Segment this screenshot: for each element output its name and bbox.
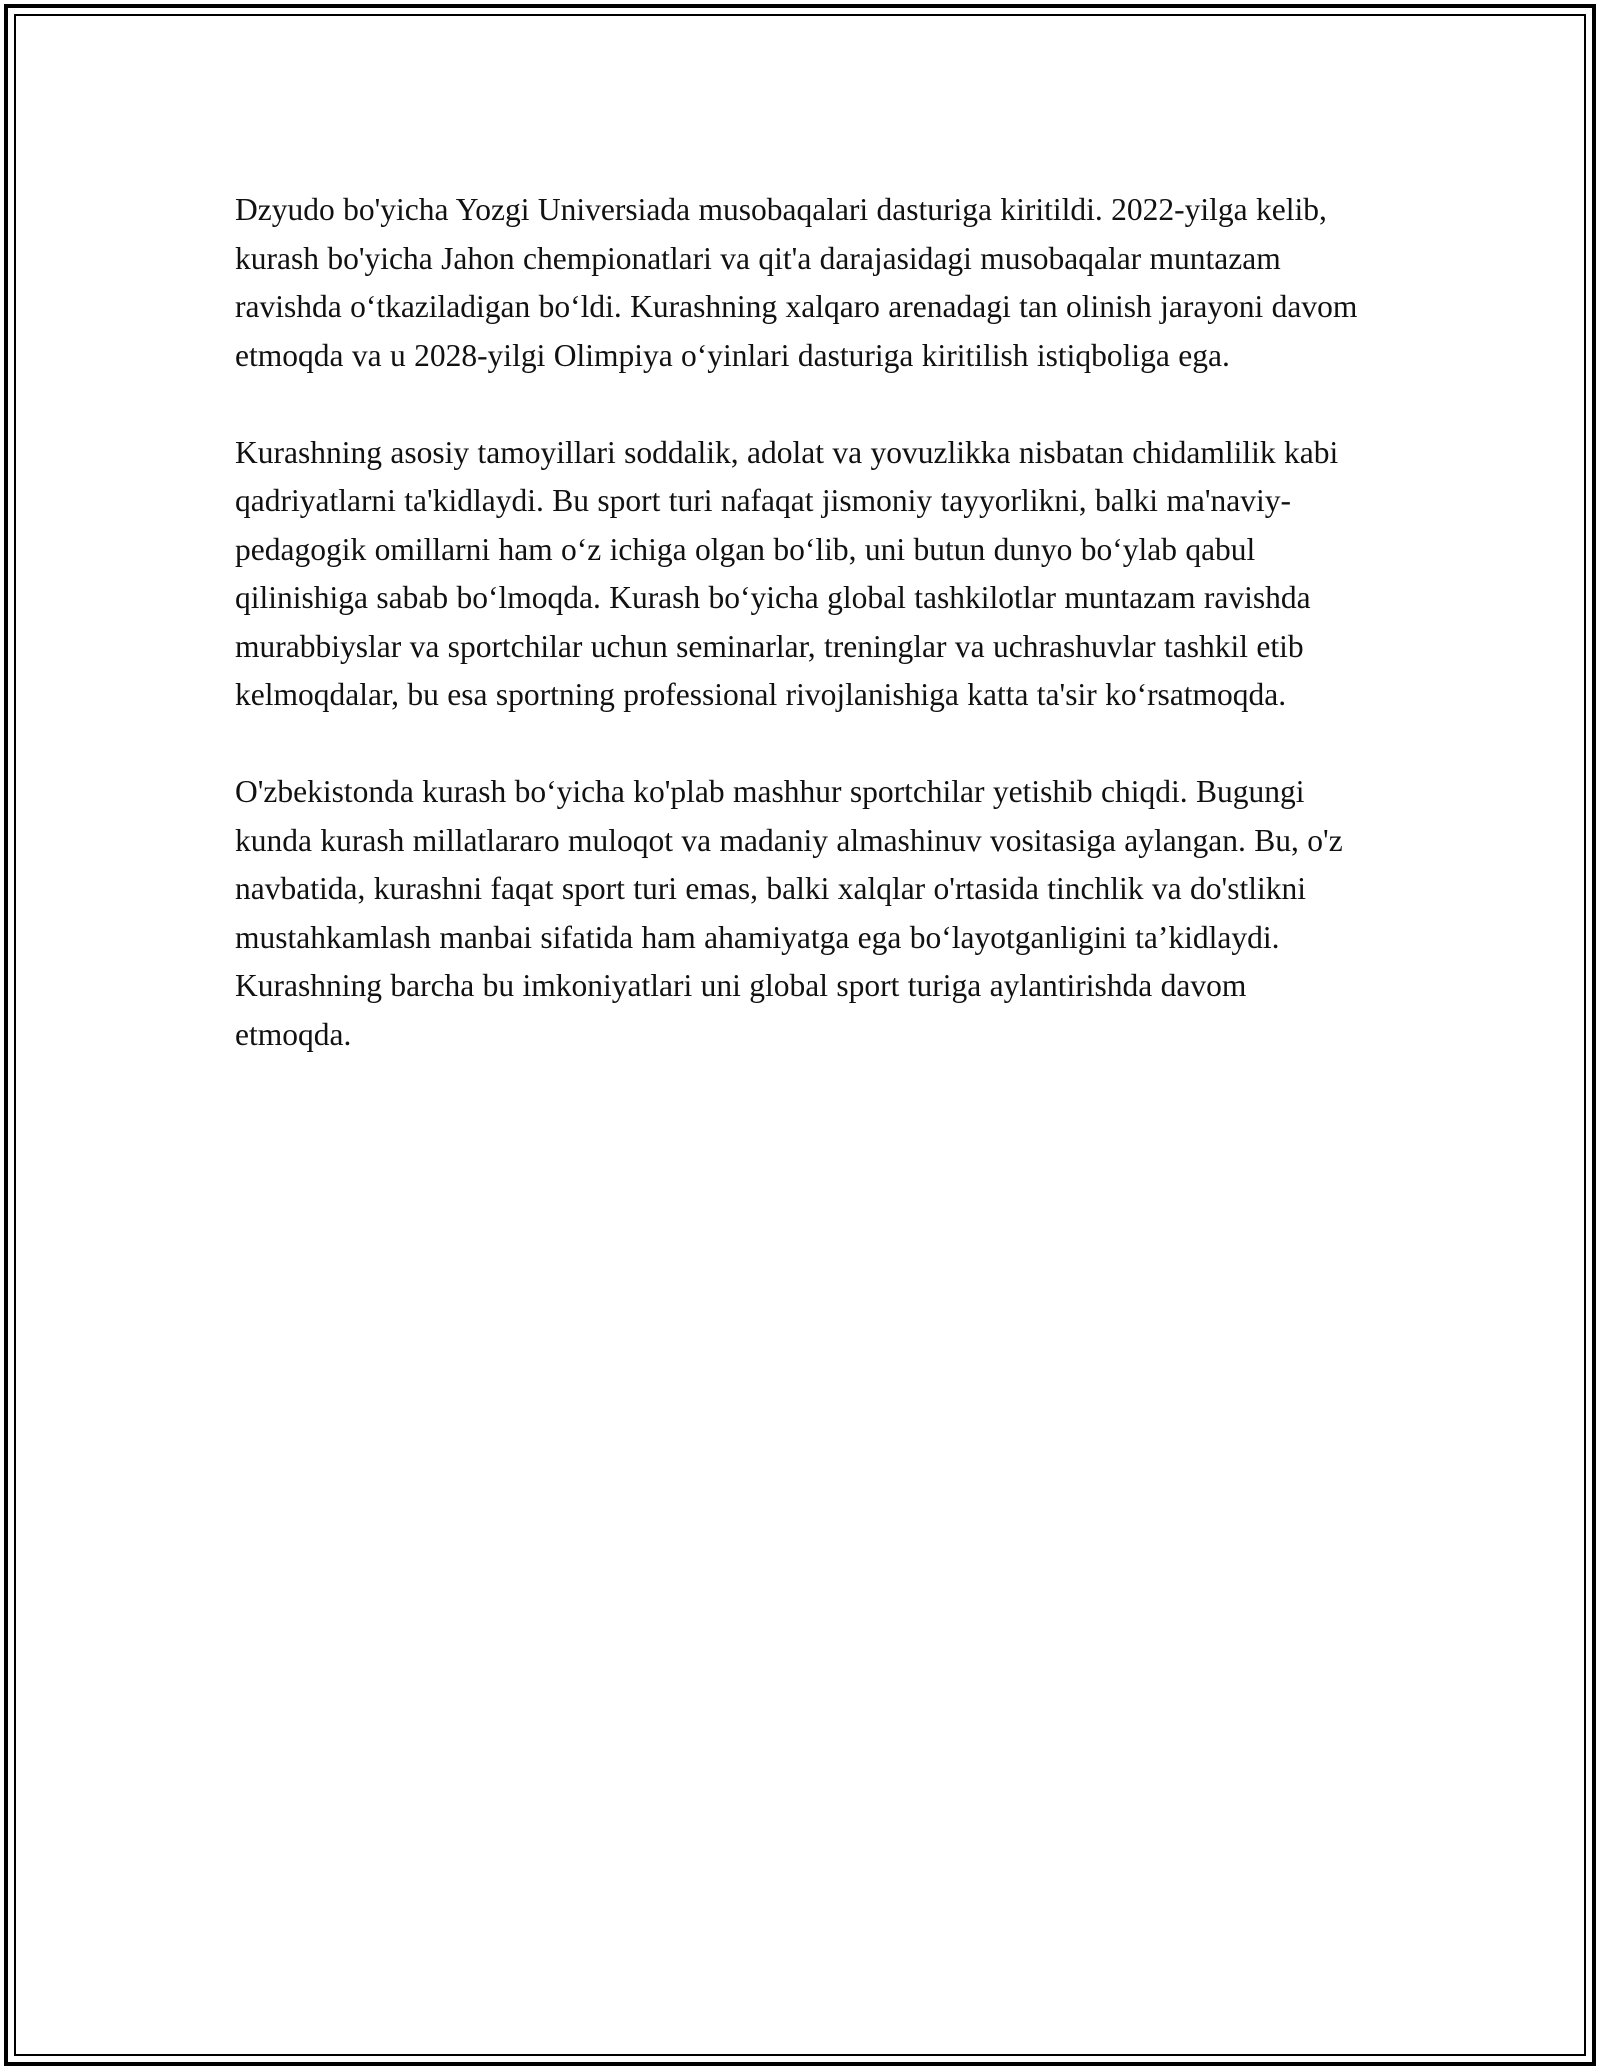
paragraph-3: O'zbekistonda kurash bo‘yicha ko'plab mashhur sportchilar yetishib chiqdi. Bugungi kunda kurash millatlararo muloqot va madaniy almashinuv vositasiga aylangan. Bu, o'z navbatida, kurashni faqat sport turi emas, balki xalqlar o'rtasida tinchlik va do'stlikni mustahkamlash manbai sifatida ham ahamiyatga ega bo‘layotganligini ta’kidlaydi. Kurashning barcha bu imkoniyatlari uni global sport turiga aylantirishda davom etmoqda. (235, 774, 1343, 1052)
document-body (235, 186, 1370, 1108)
paragraph-1: Dzyudo bo'yicha Yozgi Universiada musobaqalari dasturiga kiritildi. 2022-yilga kelib, kurash bo'yicha Jahon chempionatlari va qit'a darajasidagi musobaqalar muntazam ravishda o‘tkaziladigan bo‘ldi. Kurashning xalqaro arenadagi tan olinish jarayoni davom etmoqda va u 2028-yilgi Olimpiya o‘yinlari dasturiga kiritilish istiqboliga ega. (235, 192, 1358, 373)
paragraph-2: Kurashning asosiy tamoyillari soddalik, adolat va yovuzlikka nisbatan chidamlilik kabi qadriyatlarni ta'kidlaydi. Bu sport turi nafaqat jismoniy tayyorlikni, balki ma'naviy-pedagogik omillarni ham o‘z ichiga olgan bo‘lib, uni butun dunyo bo‘ylab qabul qilinishiga sabab bo‘lmoqda. Kurash bo‘yicha global tashkilotlar muntazam ravishda murabbiyslar va sportchilar uchun seminarlar, treninglar va uchrashuvlar tashkil etib kelmoqdalar, bu esa sportning professional rivojlanishiga katta ta'sir ko‘rsatmoqda. (235, 434, 1339, 712)
